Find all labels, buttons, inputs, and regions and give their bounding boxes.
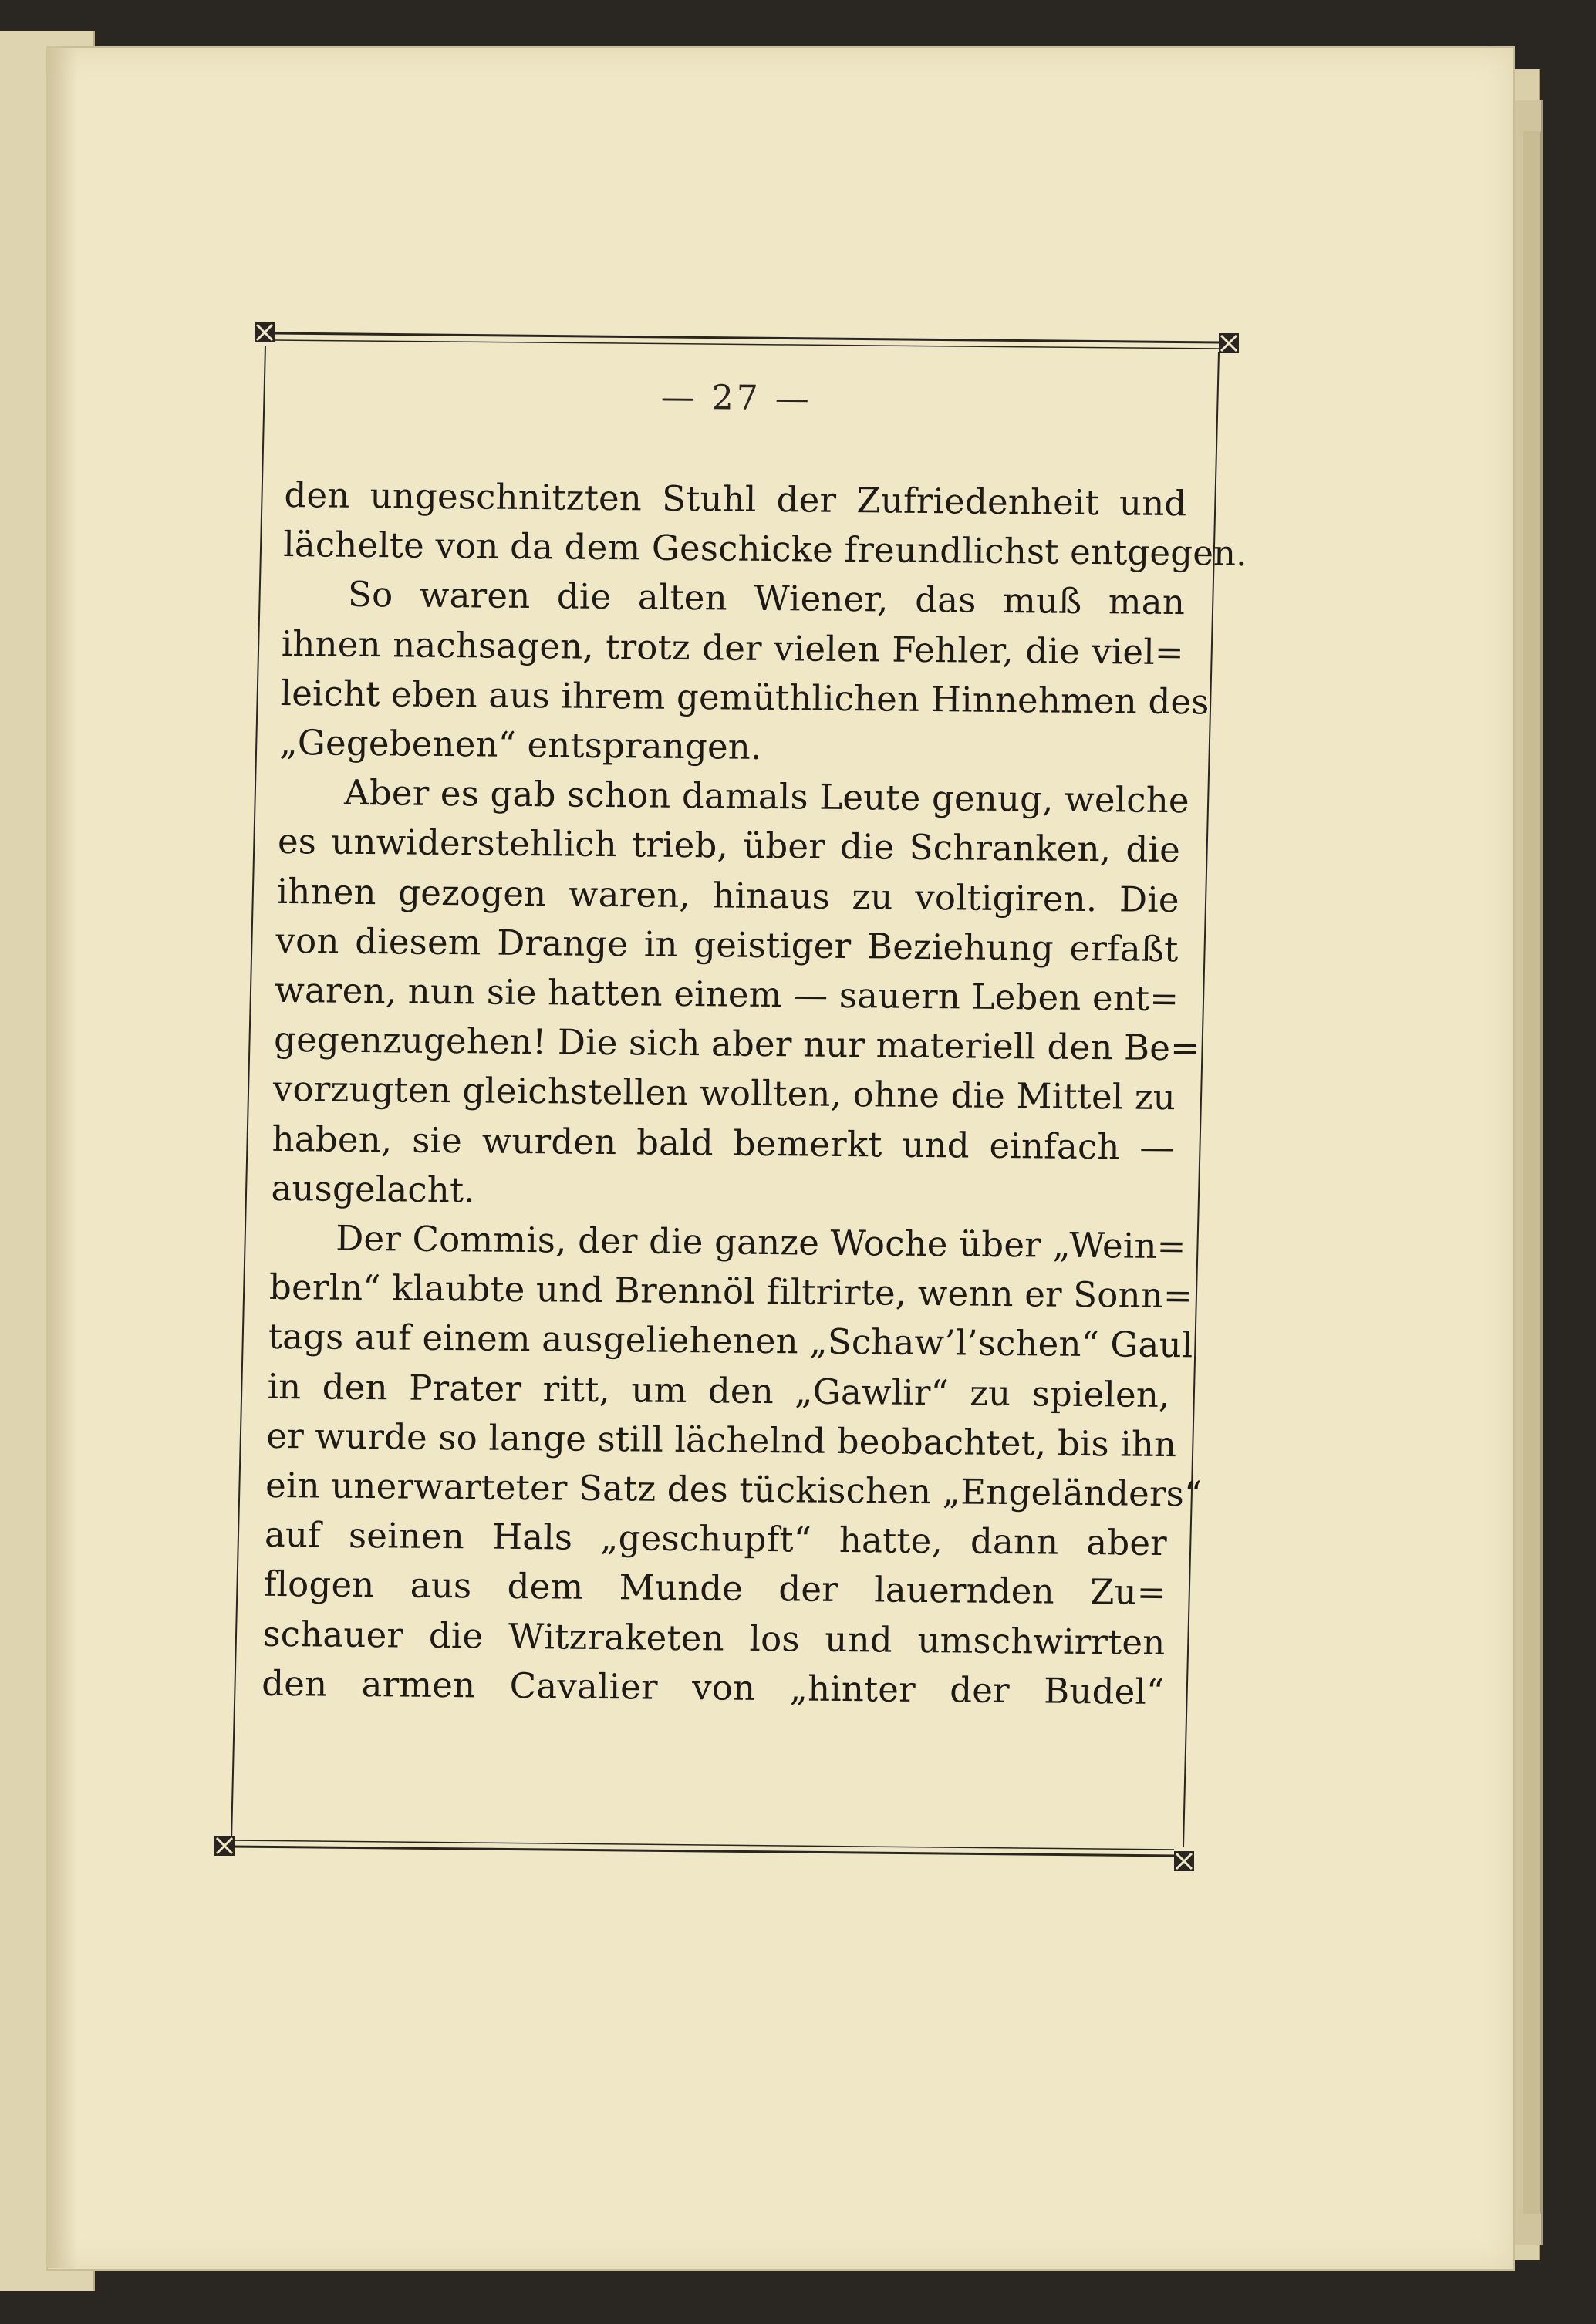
text-line: ausgelacht. <box>271 1167 476 1211</box>
page-number: — 27 — <box>660 377 812 419</box>
text-line: es unwiderstehlich trieb, über die Schranken, die <box>277 821 1181 871</box>
text-line: lächelte von da dem Geschicke freundlichst entgegen. <box>283 524 1248 575</box>
frame-left-rule <box>231 346 265 1840</box>
corner-ornament-top-left <box>255 322 275 342</box>
text-line: auf seinen Hals „geschupft“ hatte, dann aber <box>264 1513 1168 1564</box>
text-line: den armen Cavalier von „hinter der Budel“ <box>262 1662 1165 1712</box>
text-line: haben, sie wurden bald bemerkt und einfach — <box>272 1118 1175 1168</box>
text-line: waren, nun sie hatten einem — sauern Leben ent= <box>275 969 1179 1020</box>
text-line: leicht eben aus ihrem gemüthlichen Hinnehmen des <box>280 672 1210 723</box>
frame-right-rule <box>1183 352 1219 1847</box>
text-line: So waren die alten Wiener, das muß man <box>347 574 1186 623</box>
corner-ornament-top-right <box>1219 333 1239 353</box>
text-line: gegenzugehen! Die sich aber nur materiell den Be= <box>273 1019 1200 1069</box>
text-line: von diesem Drange in geistiger Beziehung erfaßt <box>275 919 1179 970</box>
text-line: ein unerwarteter Satz des tückischen „Engeländers“ <box>265 1464 1203 1515</box>
text-line: schauer die Witzraketen los und umschwirrten <box>262 1613 1166 1663</box>
corner-ornament-bottom-left <box>214 1836 235 1856</box>
text-line: vorzugten gleichstellen wollten, ohne die Mittel zu <box>272 1068 1176 1118</box>
text-line: er wurde so lange still lächelnd beobachtet, bis ihn <box>266 1415 1177 1465</box>
text-line: tags auf einem ausgeliehenen „Schaw’l’schen“ Gaul <box>268 1316 1193 1366</box>
text-line: „Gegebenen“ entsprangen. <box>279 721 762 767</box>
text-line: Der Commis, der die ganze Woche über „Wein= <box>335 1217 1186 1267</box>
text-line: flogen aus dem Munde der lauernden Zu= <box>263 1563 1166 1614</box>
text-line: in den Prater ritt, um den „Gawlir“ zu spielen, <box>267 1365 1170 1415</box>
corner-ornament-bottom-right <box>1174 1851 1194 1871</box>
text-line: berln“ klaubte und Brennöl filtrirte, wenn er Sonn= <box>268 1267 1193 1317</box>
text-line: ihnen gezogen waren, hinaus zu voltigiren. Die <box>276 870 1179 920</box>
text-line: den ungeschnitzten Stuhl der Zufriedenheit und <box>284 474 1187 525</box>
text-line: ihnen nachsagen, trotz der vielen Fehler, die viel= <box>281 622 1185 673</box>
text-line: Aber es gab schon damals Leute genug, welche <box>343 771 1190 821</box>
